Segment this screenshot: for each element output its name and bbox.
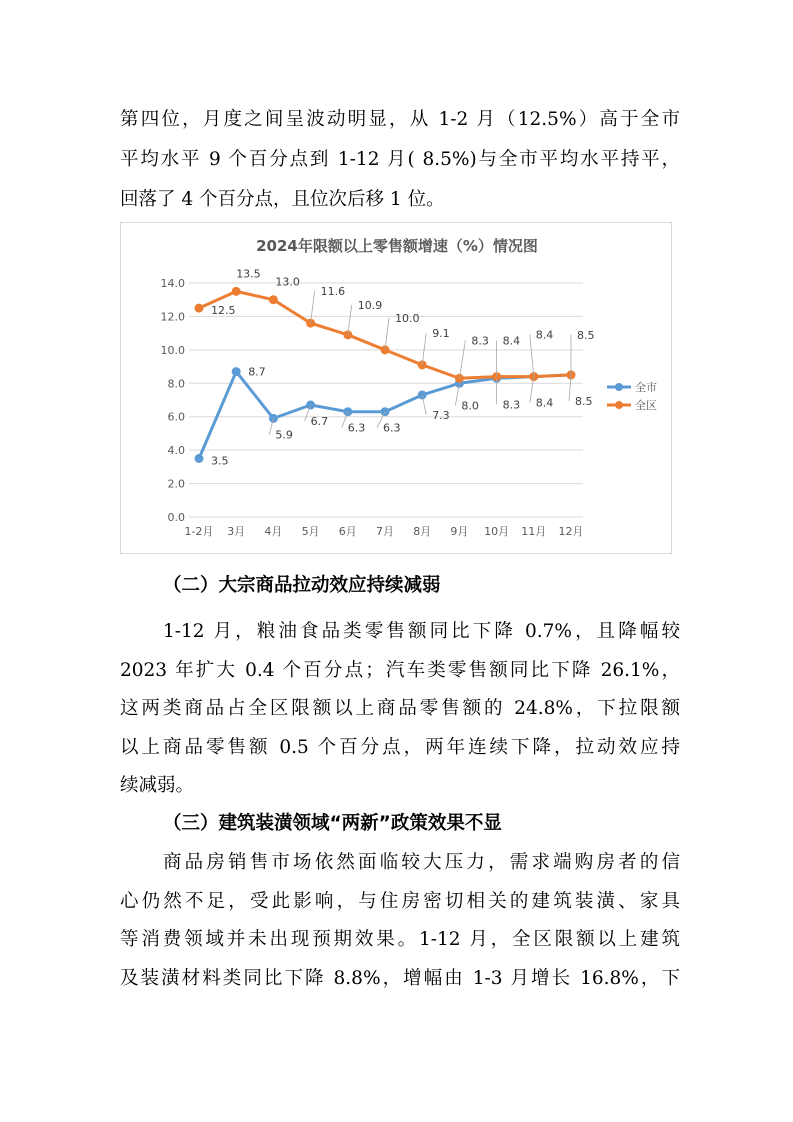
legend-swatch-marker [615, 401, 623, 409]
data-label: 10.0 [395, 311, 420, 325]
x-tick-label: 5月 [301, 525, 320, 538]
data-label: 8.4 [535, 328, 554, 342]
body-text-line: 第四位，月度之间呈波动明显，从 1-2 月（12.5%）高于全市 [120, 109, 680, 130]
body-text-line: 1-12 月，粮油食品类零售额同比下降 0.7%，且降幅较 [163, 621, 680, 642]
x-tick-label: 9月 [450, 525, 469, 538]
data-label: 6.7 [310, 415, 329, 429]
data-label: 8.3 [471, 334, 489, 348]
data-label: 8.4 [502, 334, 521, 348]
label-leader-line [530, 335, 534, 377]
data-label: 8.5 [575, 394, 593, 408]
y-tick-label: 4.0 [167, 444, 185, 458]
chart-canvas [121, 223, 673, 555]
body-text-line: 续减弱。 [120, 775, 195, 796]
data-label: 8.3 [502, 398, 521, 412]
body-text-line: 平均水平 9 个百分点到 1-12 月( 8.5%)与全市平均水平持平， [120, 149, 680, 170]
body-text-line: 心仍然不足，受此影响，与住房密切相关的建筑装潢、家具 [120, 891, 680, 912]
data-point [269, 296, 277, 304]
data-label: 7.3 [432, 408, 450, 422]
data-label: 13.5 [236, 267, 261, 281]
data-label: 12.5 [211, 304, 236, 318]
y-tick-label: 6.0 [167, 410, 185, 424]
x-tick-label: 4月 [264, 525, 283, 538]
data-label: 11.6 [320, 285, 346, 299]
x-tick-label: 10月 [484, 525, 510, 538]
x-tick-label: 12月 [558, 525, 584, 538]
x-tick-label: 11月 [521, 525, 547, 538]
data-label: 6.3 [347, 421, 366, 435]
x-tick-label: 8月 [413, 525, 432, 538]
label-leader-line [459, 340, 465, 378]
data-point [195, 455, 203, 463]
legend-swatch-marker [615, 383, 623, 391]
body-text-line: 商品房销售市场依然面临较大压力，需求端购房者的信 [163, 852, 680, 873]
x-tick-label: 1-2月 [184, 525, 214, 538]
data-label: 8.7 [248, 365, 266, 379]
legend-label: 全市 [635, 381, 657, 394]
label-leader-line [348, 305, 352, 335]
y-tick-label: 8.0 [167, 377, 185, 391]
y-tick-label: 14.0 [160, 277, 185, 290]
y-tick-label: 0.0 [167, 511, 185, 524]
body-text-line: 2023 年扩大 0.4 个百分点；汽车类零售额同比下降 26.1%， [120, 660, 680, 681]
line-chart [120, 222, 672, 554]
section-heading: （二）大宗商品拉动效应持续减弱 [163, 575, 441, 596]
body-text-line: 等消费领域并未出现预期效果。1-12 月，全区限额以上建筑 [120, 929, 680, 950]
label-leader-line [385, 318, 389, 350]
data-point [195, 304, 203, 312]
body-text-line: 及装潢材料类同比下降 8.8%，增幅由 1-3 月增长 16.8%，下 [120, 968, 680, 989]
legend-label: 全区 [635, 399, 657, 412]
data-label: 8.4 [535, 396, 554, 410]
body-text-line: 以上商品零售额 0.5 个百分点，两年连续下降，拉动效应持 [120, 737, 680, 758]
data-label: 3.5 [211, 454, 229, 468]
body-text-line: 这两类商品占全区限额以上商品零售额的 24.8%，下拉限额 [120, 698, 680, 719]
data-label: 8.5 [577, 328, 595, 342]
data-label: 5.9 [275, 428, 293, 442]
data-label: 8.0 [461, 399, 479, 413]
data-label: 13.0 [275, 275, 300, 289]
label-leader-line [311, 291, 315, 323]
y-tick-label: 2.0 [167, 477, 185, 491]
data-label: 10.9 [357, 298, 383, 312]
data-label: 6.3 [383, 421, 401, 435]
data-label: 9.1 [432, 326, 450, 340]
y-tick-label: 12.0 [160, 310, 185, 324]
body-text-line: 回落了 4 个百分点，且位次后移 1 位。 [120, 189, 445, 210]
y-tick-label: 10.0 [160, 343, 185, 357]
label-leader-line [422, 333, 426, 365]
x-tick-label: 6月 [338, 525, 357, 538]
data-point [232, 368, 240, 376]
data-point [232, 287, 240, 295]
chart-title: 2024年限额以上零售额增速（%）情况图 [256, 237, 538, 255]
x-tick-label: 7月 [376, 525, 394, 538]
section-heading: （三）建筑装潢领域“两新”政策效果不显 [163, 813, 502, 834]
x-tick-label: 3月 [227, 525, 246, 538]
